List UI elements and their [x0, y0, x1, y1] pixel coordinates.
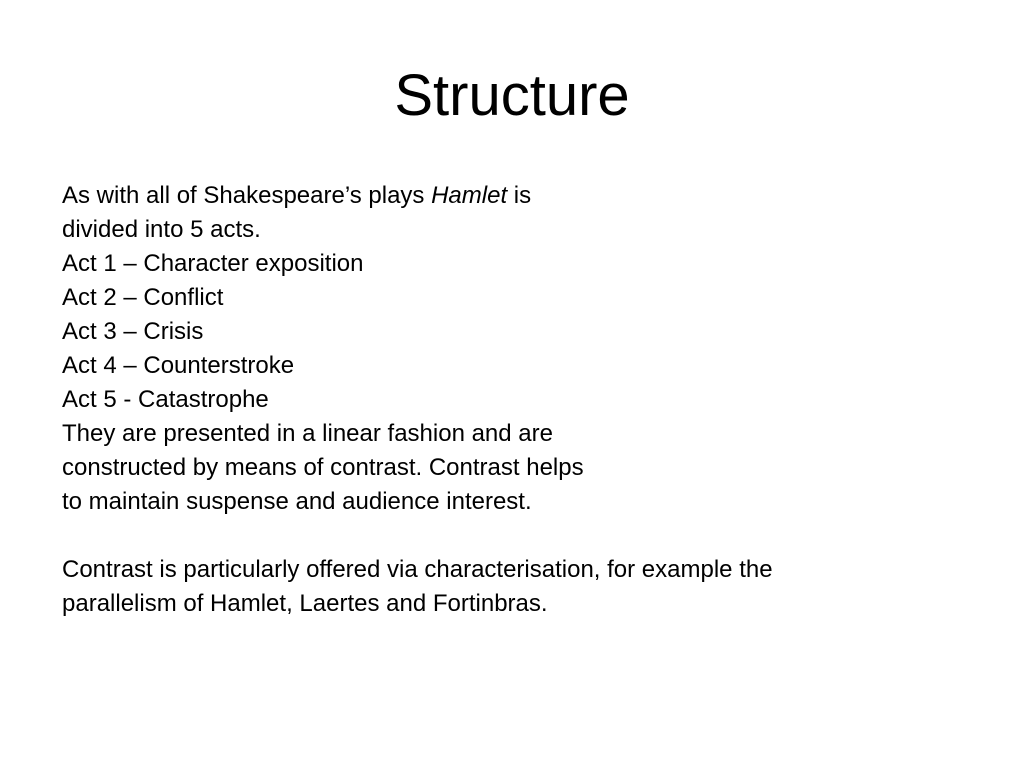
closing-line: Contrast is particularly offered via characterisation, for example the: [62, 556, 773, 583]
intro-line: [62, 179, 962, 213]
closing-line: parallelism of Hamlet, Laertes and Fortinbras.: [62, 590, 548, 617]
body-line: constructed by means of contrast. Contrast helps: [62, 454, 584, 481]
play-title: Hamlet: [431, 182, 508, 209]
act-4-line: Act 4 – Counterstroke: [62, 352, 295, 379]
intro-text-end: is: [507, 182, 532, 209]
act-1-line: Act 1 – Character exposition: [62, 250, 364, 277]
body-line: They are presented in a linear fashion and are: [62, 420, 553, 447]
paragraph-spacer: [62, 519, 962, 553]
act-2-line: Act 2 – Conflict: [62, 284, 224, 311]
body-line: to maintain suspense and audience interest.: [62, 488, 532, 515]
slide-title: Structure: [394, 63, 630, 128]
act-3-line: Act 3 – Crisis: [62, 318, 204, 345]
body-line: divided into 5 acts.: [62, 216, 261, 243]
act-5-line: Act 5 - Catastrophe: [62, 386, 269, 413]
intro-text: As with all of Shakespeare’s plays: [62, 182, 432, 209]
slide-body: [62, 179, 962, 621]
